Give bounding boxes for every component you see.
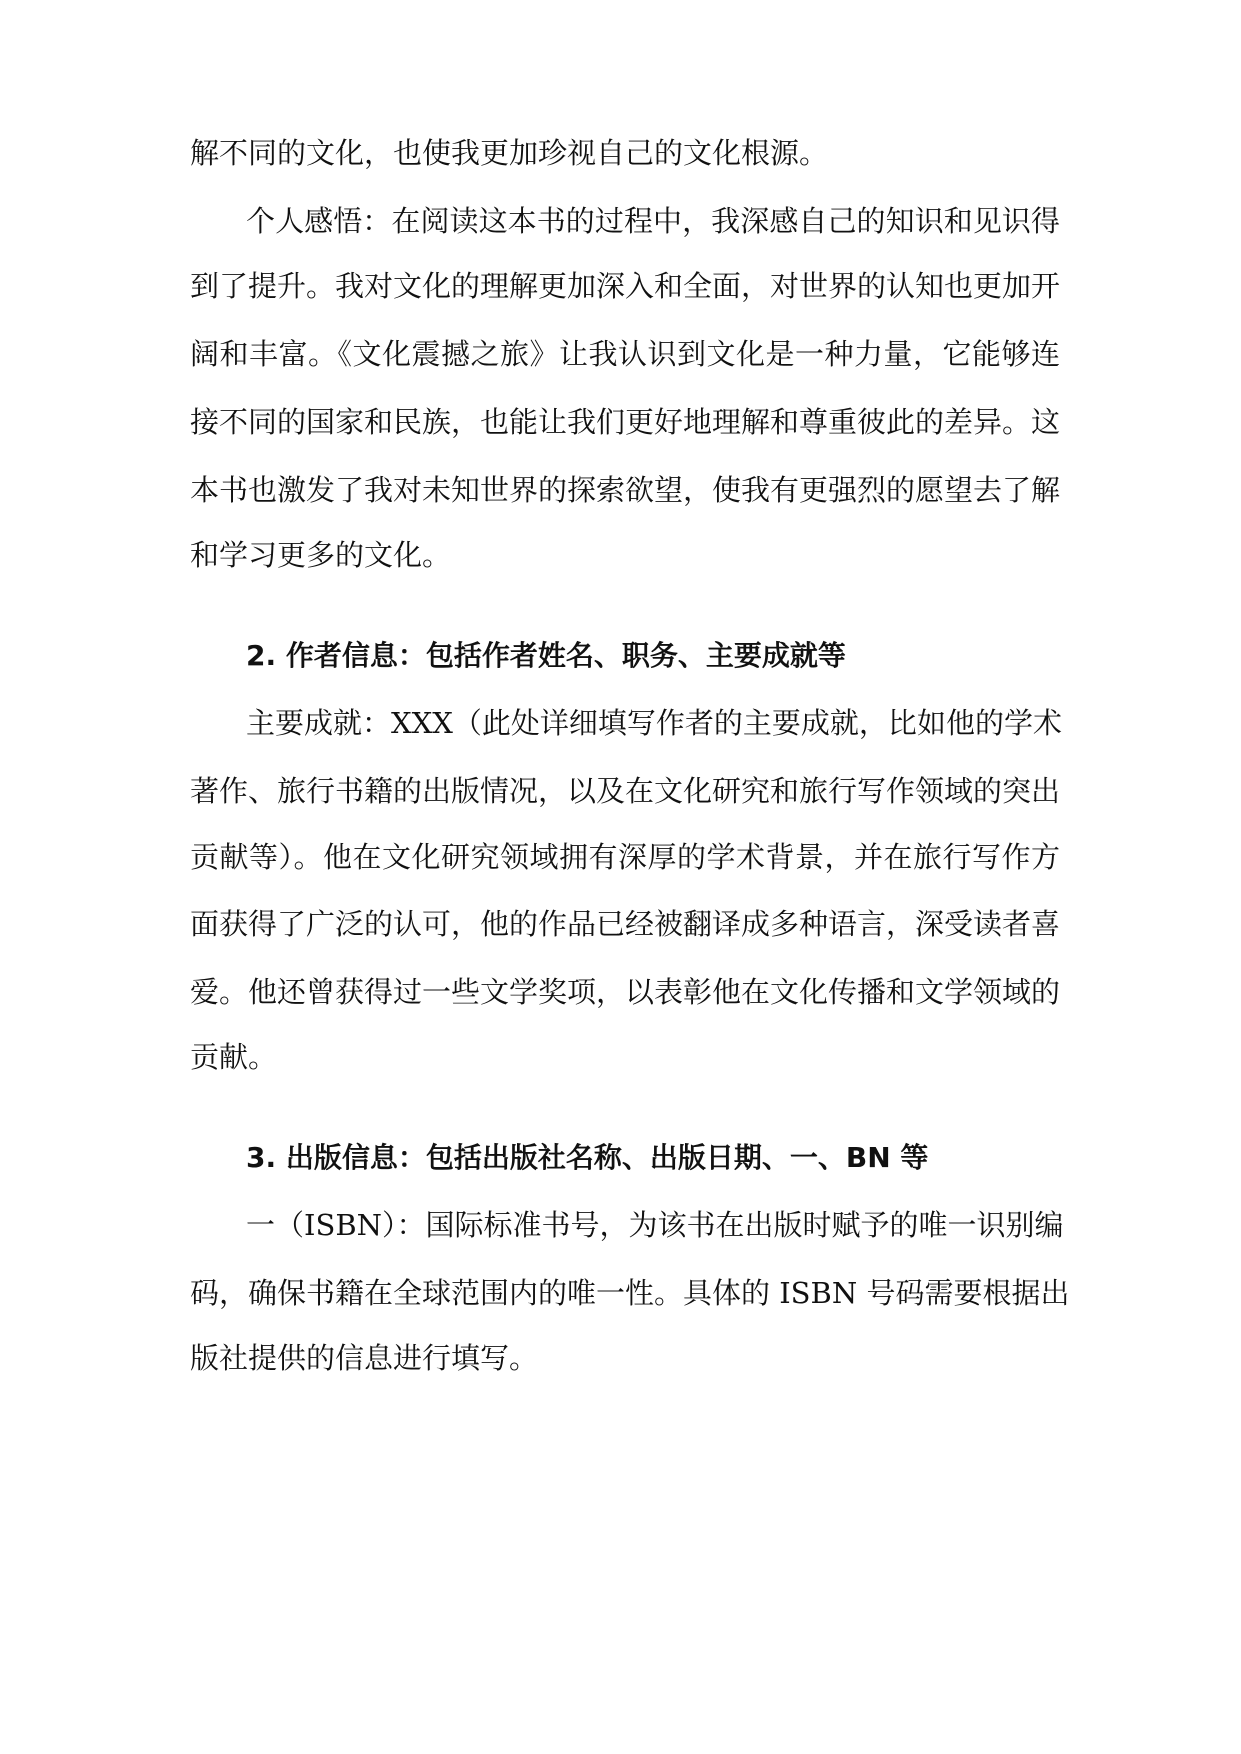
paragraph-line: 本书也激发了我对未知世界的探索欲望，使我有更强烈的愿望去了解 — [190, 473, 1061, 507]
section-heading-author: 2. 作者信息：包括作者姓名、职务、主要成就等 — [246, 639, 846, 672]
paragraph-line: 到了提升。我对文化的理解更加深入和全面，对世界的认知也更加开 — [190, 269, 1061, 303]
paragraph-line: 和学习更多的文化。 — [190, 538, 452, 572]
paragraph-line: 解不同的文化，也使我更加珍视自己的文化根源。 — [190, 136, 829, 170]
paragraph-line: 阔和丰富。《文化震撼之旅》让我认识到文化是一种力量，它能够连 — [190, 337, 1060, 371]
paragraph-line: 爱。他还曾获得过一些文学奖项，以表彰他在文化传播和文学领域的 — [190, 975, 1061, 1009]
paragraph-line: 著作、旅行书籍的出版情况，以及在文化研究和旅行写作领域的突出 — [190, 774, 1061, 808]
paragraph-line: 贡献。 — [190, 1040, 278, 1074]
paragraph-line: 贡献等）。他在文化研究领域拥有深厚的学术背景，并在旅行写作方 — [190, 840, 1060, 874]
paragraph-line: 个人感悟：在阅读这本书的过程中，我深感自己的知识和见识得 — [246, 204, 1060, 238]
paragraph-line: 一（ISBN）：国际标准书号，为该书在出版时赋予的唯一识别编 — [246, 1208, 1064, 1242]
paragraph-line: 面获得了广泛的认可，他的作品已经被翻译成多种语言，深受读者喜 — [190, 907, 1061, 941]
paragraph-line: 接不同的国家和民族，也能让我们更好地理解和尊重彼此的差异。这 — [190, 405, 1061, 439]
paragraph-line: 码，确保书籍在全球范围内的唯一性。具体的 ISBN 号码需要根据出 — [190, 1276, 1070, 1310]
paragraph-line: 版社提供的信息进行填写。 — [190, 1341, 539, 1375]
paragraph-line: 主要成就：XXX（此处详细填写作者的主要成就，比如他的学术 — [246, 706, 1062, 740]
section-heading-publication: 3. 出版信息：包括出版社名称、出版日期、一、BN 等 — [246, 1141, 929, 1174]
